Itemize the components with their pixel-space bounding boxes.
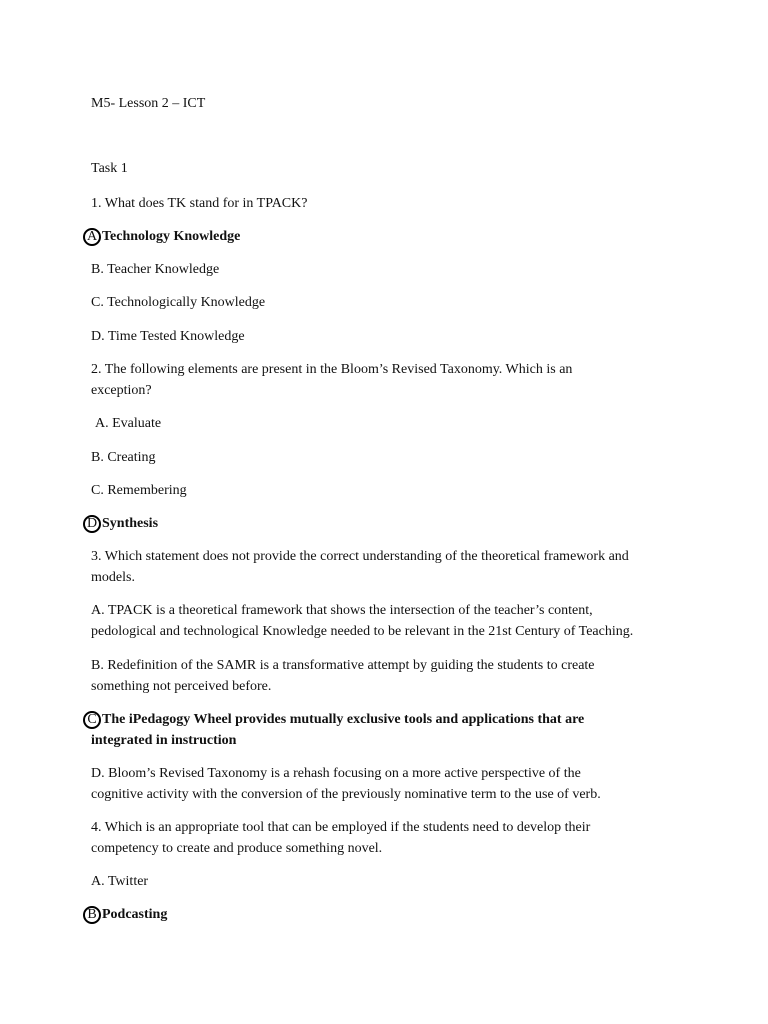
q1-option-c: C. Technologically Knowledge — [91, 295, 266, 310]
q3-option-d-line-1: D. Bloom’s Revised Taxonomy is a rehash focusing on a more active perspective of the — [91, 766, 581, 781]
task-label: Task 1 — [91, 161, 128, 176]
q3-option-a-line-1: A. TPACK is a theoretical framework that shows the intersection of the teacher’s content, — [91, 603, 593, 618]
answer-circle-icon — [83, 228, 101, 246]
q3-option-d-line-2: cognitive activity with the conversion of the previously nominative term to the use of verb. — [91, 787, 601, 802]
q3-option-b-line-2: something not perceived before. — [91, 679, 272, 694]
answer-circle-icon — [83, 906, 101, 924]
q1-option-a-answer — [86, 226, 241, 247]
q1-option-b: B. Teacher Knowledge — [91, 262, 220, 277]
q2-option-c: C. Remembering — [91, 483, 187, 498]
q2-option-a: A. Evaluate — [95, 416, 162, 431]
q3-option-c-answer — [87, 709, 585, 730]
q4-option-b-answer — [87, 904, 168, 925]
document-title: M5- Lesson 2 – ICT — [91, 96, 206, 111]
answer-circle-icon — [83, 711, 101, 729]
answer-letter: A — [86, 229, 98, 244]
q4-option-b-text: Podcasting — [102, 907, 168, 922]
q1-option-d: D. Time Tested Knowledge — [91, 329, 245, 344]
question-2-line-2: exception? — [91, 383, 152, 398]
q3-option-a-line-2: pedological and technological Knowledge needed to be relevant in the 21st Century of Teaching. — [91, 624, 634, 639]
q2-option-b: B. Creating — [91, 450, 156, 465]
q3-option-c-text-line-1: The iPedagogy Wheel provides mutually exclusive tools and applications that are — [102, 712, 585, 727]
q2-option-d-text: Synthesis — [102, 516, 159, 531]
answer-circle-icon — [83, 515, 101, 533]
answer-letter: B — [87, 907, 97, 922]
q3-option-b-line-1: B. Redefinition of the SAMR is a transformative attempt by guiding the students to create — [91, 658, 595, 673]
question-1: 1. What does TK stand for in TPACK? — [91, 196, 308, 211]
q4-option-a: A. Twitter — [91, 874, 149, 889]
answer-letter: D — [86, 516, 98, 531]
q1-option-a-text: Technology Knowledge — [102, 229, 241, 244]
question-3-line-2: models. — [91, 570, 135, 585]
question-3-line-1: 3. Which statement does not provide the correct understanding of the theoretical framework and — [91, 549, 629, 564]
question-4-line-2: competency to create and produce something novel. — [91, 841, 383, 856]
answer-letter: C — [87, 712, 97, 727]
question-2-line-1: 2. The following elements are present in the Bloom’s Revised Taxonomy. Which is an — [91, 362, 573, 377]
q2-option-d-answer — [86, 513, 159, 534]
q3-option-c-text-line-2: integrated in instruction — [91, 733, 237, 748]
question-4-line-1: 4. Which is an appropriate tool that can be employed if the students need to develop their — [91, 820, 591, 835]
